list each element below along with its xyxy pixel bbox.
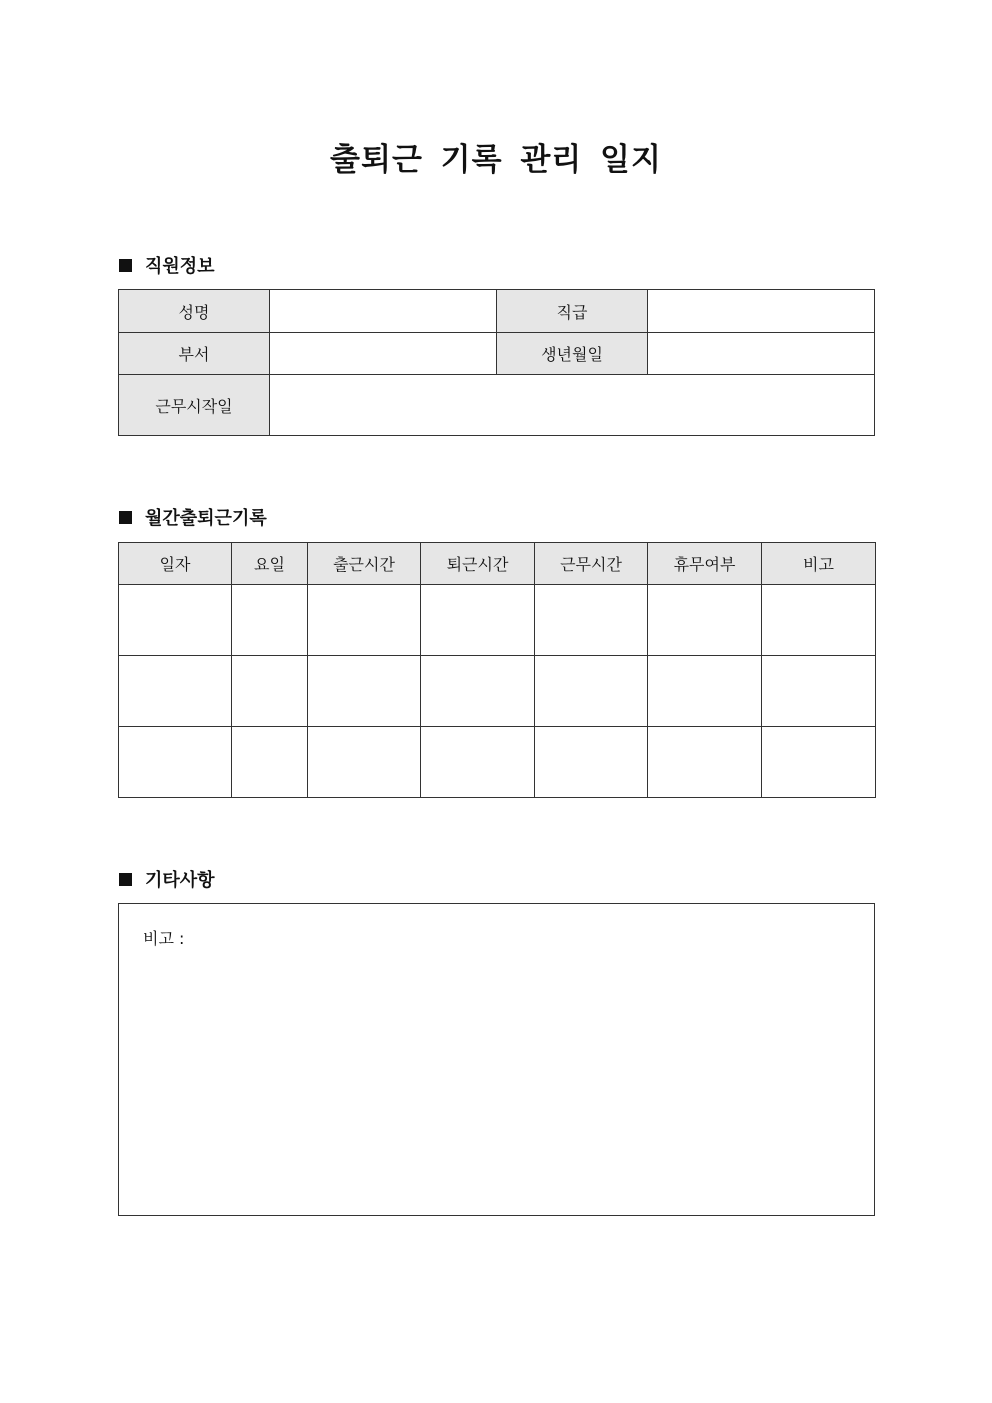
department-field[interactable] [270,333,497,375]
column-header-remarks: 비고 [762,543,876,585]
table-row [119,585,876,656]
column-header-day-off: 휴무여부 [648,543,762,585]
table-cell[interactable] [762,585,876,656]
name-label: 성명 [119,290,270,333]
table-cell[interactable] [119,585,232,656]
table-cell[interactable] [308,727,421,798]
table-cell[interactable] [421,585,535,656]
column-header-clock-out: 퇴근시간 [421,543,535,585]
table-row [119,727,876,798]
table-cell[interactable] [308,656,421,727]
table-cell[interactable] [762,656,876,727]
start-date-label: 근무시작일 [119,375,270,436]
table-cell[interactable] [535,727,648,798]
name-field[interactable] [270,290,497,333]
column-header-day: 요일 [232,543,308,585]
department-label: 부서 [119,333,270,375]
section-heading-monthly-record [119,505,267,529]
table-cell[interactable] [308,585,421,656]
square-bullet-icon [119,511,132,524]
column-header-work-hours: 근무시간 [535,543,648,585]
memo-label: 비고 : [143,929,185,948]
table-cell[interactable] [232,656,308,727]
section-title: 기타사항 [145,870,215,891]
table-cell[interactable] [648,727,762,798]
birthdate-field[interactable] [648,333,875,375]
square-bullet-icon [119,873,132,886]
position-field[interactable] [648,290,875,333]
table-cell[interactable] [648,656,762,727]
table-row [119,656,876,727]
birthdate-label: 생년월일 [497,333,648,375]
monthly-record-table [118,542,876,798]
square-bullet-icon [119,259,132,272]
table-cell[interactable] [232,585,308,656]
section-title: 월간출퇴근기록 [145,508,267,529]
memo-box[interactable] [118,903,875,1216]
table-cell[interactable] [421,727,535,798]
section-title: 직원정보 [145,256,215,277]
table-cell[interactable] [762,727,876,798]
section-heading-employee-info [119,253,215,277]
position-label: 직급 [497,290,648,333]
table-cell[interactable] [535,585,648,656]
table-cell[interactable] [119,727,232,798]
start-date-field[interactable] [270,375,875,436]
table-cell[interactable] [535,656,648,727]
table-cell[interactable] [119,656,232,727]
document-title: 출퇴근 기록 관리 일지 [330,142,662,178]
table-cell[interactable] [232,727,308,798]
employee-info-table [118,289,875,436]
column-header-date: 일자 [119,543,232,585]
table-cell[interactable] [421,656,535,727]
table-cell[interactable] [648,585,762,656]
column-header-clock-in: 출근시간 [308,543,421,585]
section-heading-other [119,867,215,891]
